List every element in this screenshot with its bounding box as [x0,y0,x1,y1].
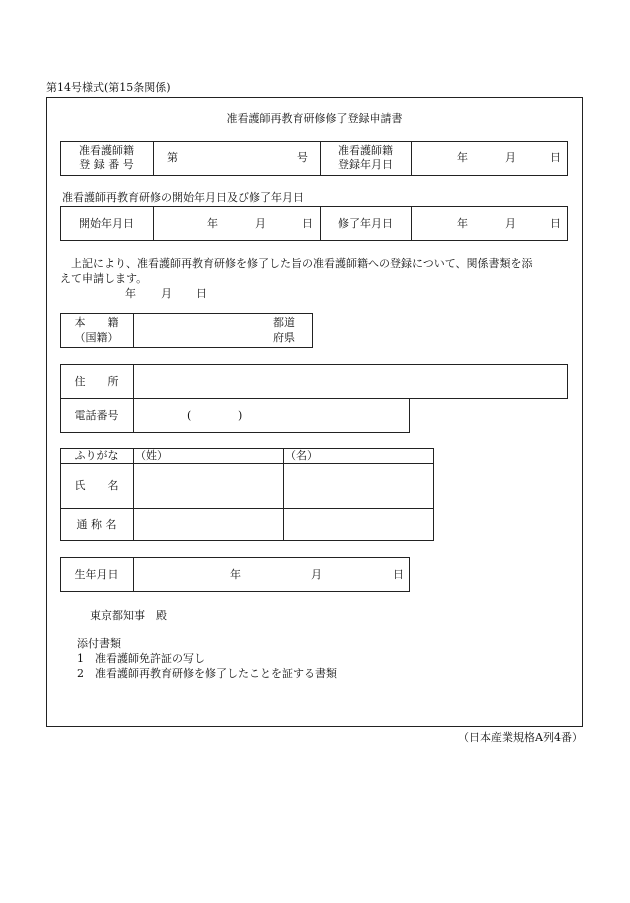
honseki-fuken: 府県 [273,331,295,344]
training-start-year: 年 [207,217,218,230]
statement-date-month: 月 [161,287,172,300]
registry-date-label-2: 登録年月日 [338,158,393,171]
statement-line-1: 上記により、准看護師再教育研修を修了した旨の准看護師籍への登録について、関係書類を添 [71,257,533,270]
honseki-todou: 都道 [273,316,295,329]
furigana-sei-label: （姓） [135,449,168,462]
attachments-heading: 添付書類 [77,637,121,650]
honseki-field[interactable] [135,315,265,346]
address-label: 住 所 [74,375,119,388]
training-end-month: 月 [505,217,516,230]
furigana-mei-label: （名） [285,449,318,462]
registry-date-year: 年 [457,151,468,164]
alias-mei-field[interactable] [285,510,432,539]
phone-label: 電話番号 [74,409,119,422]
furigana-label: ふりがな [74,449,119,462]
birth-year: 年 [230,568,241,581]
training-start-label: 開始年月日 [79,217,134,230]
address-field[interactable] [135,366,565,397]
statement-date-day: 日 [196,287,207,300]
registry-date-day: 日 [550,151,561,164]
honseki-label-1: 本 籍 [74,316,119,329]
registry-date-month: 月 [505,151,516,164]
training-start-day: 日 [302,217,313,230]
phone-paren-open: ( [187,409,192,422]
attachment-item-2: 2 准看護師再教育研修を修了したことを証する書類 [77,667,337,680]
attachment-item-1: 1 准看護師免許証の写し [77,652,205,665]
registry-number-field[interactable] [180,143,300,174]
registry-go: 号 [297,151,308,164]
training-end-label: 修了年月日 [338,217,393,230]
form-title: 准看護師再教育研修修了登録申請書 [226,112,403,125]
form-number: 第14号様式(第15条関係) [46,81,171,94]
alias-sei-field[interactable] [135,510,281,539]
honseki-label-2: （国籍） [74,331,119,344]
name-sei-field[interactable] [135,465,281,506]
training-start-month: 月 [255,217,266,230]
registry-number-label-1: 准看護師籍 [79,144,134,157]
training-heading: 准看護師再教育研修の開始年月日及び修了年月日 [62,191,304,204]
statement-line-2: えて申請します。 [60,272,148,285]
statement-date-year: 年 [125,287,136,300]
name-mei-field[interactable] [285,465,432,506]
registry-date-label-1: 准看護師籍 [338,144,393,157]
footer-note: （日本産業規格A列4番） [458,731,583,744]
training-end-day: 日 [550,217,561,230]
birth-day: 日 [393,568,404,581]
phone-field[interactable] [135,400,407,431]
birth-label: 生年月日 [74,568,119,581]
name-label: 氏 名 [74,479,119,492]
training-end-year: 年 [457,217,468,230]
addressee: 東京都知事 殿 [90,609,167,622]
phone-paren-close: ) [238,409,243,422]
registry-dai: 第 [167,151,178,164]
alias-label: 通 称 名 [76,518,117,531]
birth-month: 月 [311,568,322,581]
registry-number-label-2: 登 録 番 号 [79,158,134,171]
